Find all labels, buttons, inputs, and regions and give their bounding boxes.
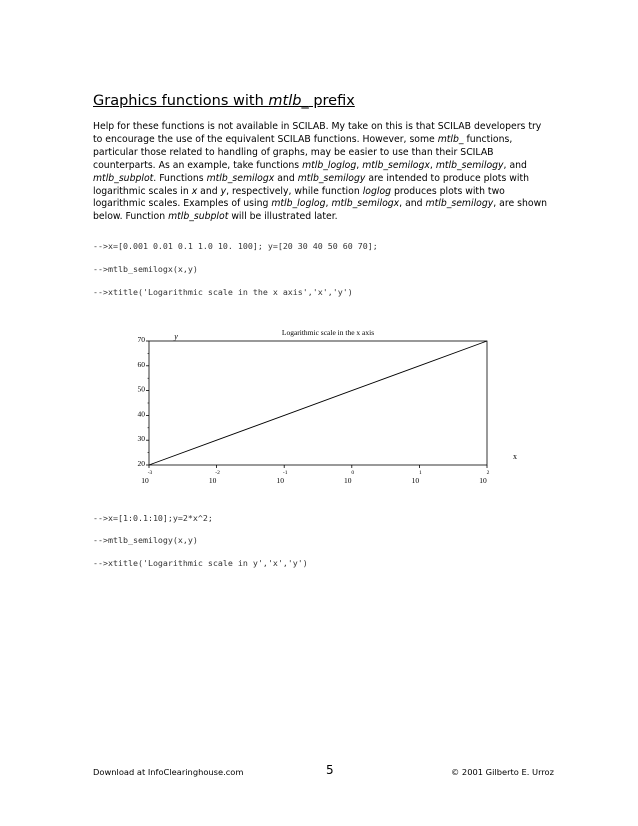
semilogx-chart xyxy=(115,322,525,492)
text-run: , are shown below. Function xyxy=(93,198,548,223)
text-run: are intended to produce plots with logarithmic scales in xyxy=(93,172,529,197)
code-line-6: -->xtitle('Logarithmic scale in y','x','y') xyxy=(93,558,308,568)
code-line-2: -->mtlb_semilogx(x,y) xyxy=(93,264,198,274)
function-name: mtlb_semilogy xyxy=(435,159,504,171)
x-tick-exponent: 2 xyxy=(486,470,490,476)
function-name: mtlb_loglog xyxy=(271,198,326,210)
x-tick-exponent: 0 xyxy=(351,470,355,476)
y-tick-label: 20 xyxy=(137,459,145,468)
y-tick-label: 60 xyxy=(137,359,145,369)
footer-source: Download at InfoClearinghouse.com xyxy=(93,767,244,777)
x-tick-exponent: -1 xyxy=(282,470,288,476)
code-line-3: -->xtitle('Logarithmic scale in the x axis','x','y') xyxy=(93,287,353,297)
function-name: loglog xyxy=(362,185,392,197)
y-axis-label: y xyxy=(174,332,178,341)
x-tick-exponent: -2 xyxy=(215,470,220,476)
text-run: will be illustrated later. xyxy=(228,211,338,223)
text-run: , and xyxy=(399,198,426,210)
page-number: 5 xyxy=(326,763,334,777)
x-axis-label: x xyxy=(513,452,517,461)
y-tick-label: 30 xyxy=(137,434,145,444)
text-run: , xyxy=(325,198,332,210)
heading-prefix: Graphics functions with xyxy=(93,93,269,109)
x-tick-base: 10 xyxy=(276,476,284,485)
code-line-1: -->x=[0.001 0.01 0.1 1.0 10. 100]; y=[20 30 40 50 60 70]; xyxy=(93,241,378,251)
x-tick-base: 10 xyxy=(479,476,487,485)
x-tick-exponent: -3 xyxy=(147,470,153,476)
text-run: and xyxy=(197,185,221,197)
function-name: mtlb_ xyxy=(437,133,464,145)
text-run: , xyxy=(429,159,436,171)
series-line xyxy=(149,341,487,465)
section-heading xyxy=(93,93,355,109)
code-line-4: -->x=[1:0.1:10];y=2*x^2; xyxy=(93,513,213,523)
variable-name: x xyxy=(191,185,198,197)
heading-function-name: mtlb_ xyxy=(268,93,309,109)
text-run: and xyxy=(274,172,298,184)
function-name: mtlb_semilogx xyxy=(362,159,430,171)
heading-suffix: prefix xyxy=(308,93,355,109)
function-name: mtlb_semilogy xyxy=(297,172,366,184)
text-run: , and xyxy=(503,159,527,171)
y-tick-label: 70 xyxy=(137,335,145,344)
function-name: mtlb_semilogx xyxy=(331,198,400,210)
variable-name: y xyxy=(220,185,227,197)
x-tick-base: 10 xyxy=(208,476,217,485)
code-line-5: -->mtlb_semilogy(x,y) xyxy=(93,535,198,545)
function-name: mtlb_semilogx xyxy=(206,172,275,184)
x-tick-base: 10 xyxy=(141,476,149,485)
text-run: . Functions xyxy=(153,172,207,184)
footer-copyright: © 2001 Gilberto E. Urroz xyxy=(451,767,554,777)
text-run: , respectively, while function xyxy=(226,185,363,197)
y-tick-label: 40 xyxy=(137,409,145,419)
text-run: functions, particular those related to handling of graphs, may be easier to use than their SCILAB counterparts. As an example, take functions xyxy=(93,133,513,171)
function-name: mtlb_semilogy xyxy=(425,198,494,210)
x-tick-base: 10 xyxy=(344,476,352,485)
text-run: Help for these functions is not available in SCILAB. My take on this is that SCILAB developers try to encourage the use of the equivalent SCILAB functions. However, some xyxy=(93,121,542,145)
x-tick-exponent: 1 xyxy=(419,470,422,476)
x-tick-base: 10 xyxy=(411,476,420,485)
text-run: , xyxy=(356,159,363,171)
function-name: mtlb_subplot xyxy=(168,211,229,223)
intro-paragraph xyxy=(93,121,553,224)
chart-title: Logarithmic scale in the x axis xyxy=(281,328,375,337)
y-tick-label: 50 xyxy=(137,384,145,394)
function-name: mtlb_subplot xyxy=(93,172,154,184)
function-name: mtlb_loglog xyxy=(302,159,357,171)
text-run: produces plots with two logarithmic scales. Examples of using xyxy=(93,185,505,210)
